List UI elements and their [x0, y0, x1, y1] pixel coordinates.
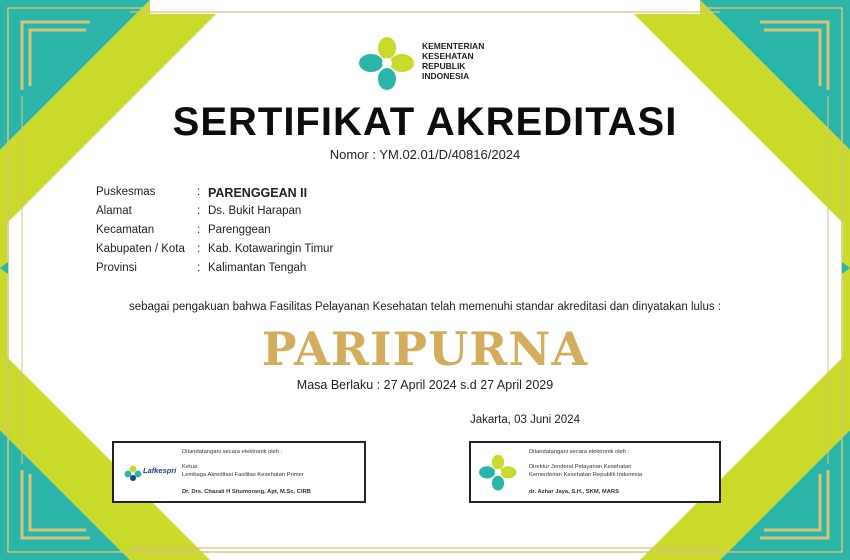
signature-heading: Ditandatangani secara elektronik oleh : — [182, 449, 283, 455]
signature-box-kemenkes — [469, 441, 721, 503]
field-value: PARENGGEAN II — [208, 186, 308, 200]
certificate-title: SERTIFIKAT AKREDITASI — [172, 100, 678, 144]
field-colon: : — [197, 262, 201, 274]
field-value: Kab. Kotawaringin Timur — [208, 243, 334, 255]
issuer-logo-block — [356, 36, 506, 92]
signatory-name: dr. Azhar Jaya, S.H., SKM, MARS — [529, 489, 619, 495]
field-label: Kecamatan — [96, 224, 155, 236]
field-colon: : — [197, 224, 201, 236]
issuer-name-line-4: INDONESIA — [422, 71, 470, 81]
field-colon: : — [197, 205, 201, 217]
field-colon: : — [197, 243, 201, 255]
field-colon: : — [197, 186, 201, 198]
field-label: Provinsi — [96, 262, 137, 274]
issuer-name-line-3: REPUBLIK — [422, 61, 466, 71]
accreditation-statement: sebagai pengakuan bahwa Fasilitas Pelayanan Kesehatan telah memenuhi standar akreditasi dan dinyatakan lulus : — [128, 301, 721, 313]
validity-period: Masa Berlaku : 27 April 2024 s.d 27 April 2029 — [296, 378, 554, 392]
accreditation-status: PARIPURNA — [261, 322, 589, 376]
signature-role-line-2: Lembaga Akreditasi Fasilitas Kesehatan Primer — [182, 472, 304, 478]
field-value: Parenggean — [208, 224, 271, 236]
lafkespri-logo — [124, 465, 177, 481]
issuer-name — [422, 41, 506, 81]
lafkespri-logo-text: Lafkespri — [143, 466, 177, 475]
field-label: Alamat — [96, 205, 132, 217]
lafkespri-logo-icon — [124, 465, 142, 481]
field-value: Kalimantan Tengah — [208, 262, 307, 274]
signature-role-line-2: Kementerian Kesehatan Republik Indonesia — [529, 472, 643, 478]
kemenkes-flower-logo-small-icon — [477, 452, 519, 494]
signature-role-line-1: Ketua — [182, 464, 198, 470]
signature-heading: Ditandatangani secara elektronik oleh : — [529, 449, 630, 455]
field-value: Ds. Bukit Harapan — [208, 205, 302, 217]
signature-box-lafkespri — [112, 441, 366, 503]
signature-role-line-1: Direktur Jenderal Pelayanan Kesehatan — [529, 464, 632, 470]
issuer-name-line-1: KEMENTERIAN — [422, 41, 485, 51]
certificate-number: Nomor : YM.02.01/D/40816/2024 — [329, 147, 521, 162]
field-label: Kabupaten / Kota — [96, 243, 185, 255]
place-date: Jakarta, 03 Juni 2024 — [470, 414, 580, 426]
signatory-name: Dr. Drs. Chazali H Situmorang, Apt, M.Sc, CIRB — [182, 489, 311, 495]
issuer-name-line-2: KESEHATAN — [422, 51, 474, 61]
field-label: Puskesmas — [96, 186, 156, 198]
kemenkes-flower-logo-icon — [356, 36, 418, 92]
